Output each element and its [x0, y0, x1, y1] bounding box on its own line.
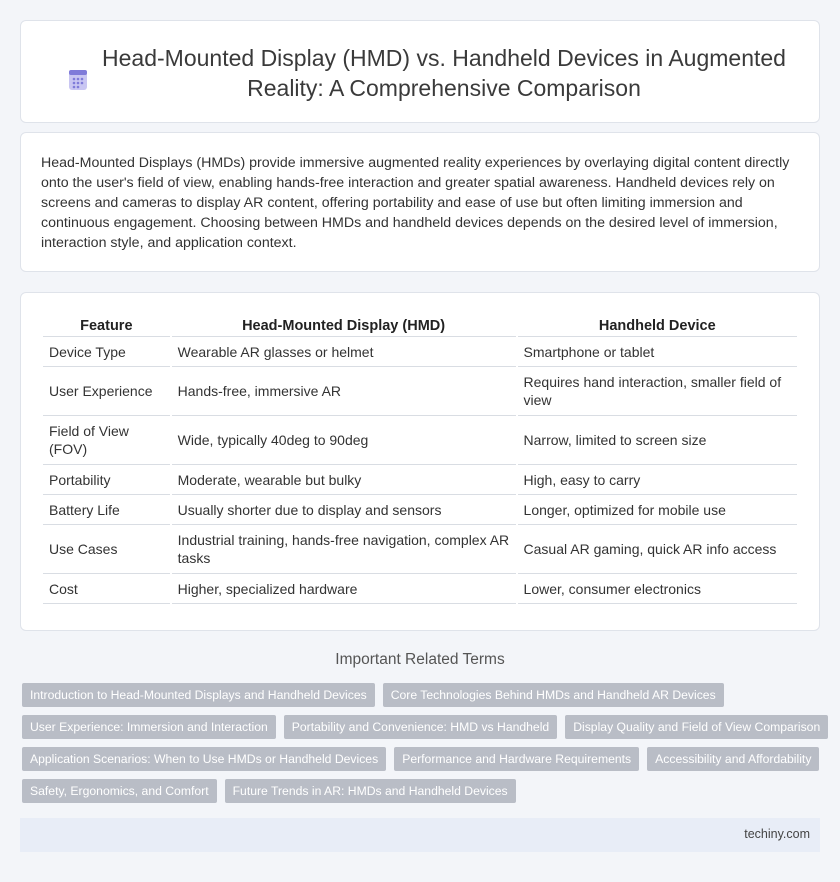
hmd-cell: Higher, specialized hardware [172, 574, 516, 604]
related-term-link[interactable]: Application Scenarios: When to Use HMDs or Handheld Devices [22, 747, 386, 771]
related-term-link[interactable]: Performance and Hardware Requirements [394, 747, 639, 771]
hmd-cell: Wearable AR glasses or helmet [172, 337, 516, 367]
intro-paragraph: Head-Mounted Displays (HMDs) provide immersive augmented reality experiences by overlaying digital content directly onto the user's field of view, enabling hands-free interaction and greater spatial awareness. Handheld devices rely on screens and cameras to display AR content, offering portability and ease of use but often limiting immersion and continuous engagement. Choosing between HMDs and handheld devices depends on the desired level of immersion, interaction style, and application context. [41, 155, 790, 251]
handheld-cell: Smartphone or tablet [518, 337, 797, 367]
column-header-feature: Feature [43, 315, 170, 337]
handheld-cell: Requires hand interaction, smaller field of view [518, 367, 797, 416]
feature-cell: Battery Life [43, 495, 170, 525]
feature-cell: Cost [43, 574, 170, 604]
related-terms-heading: Important Related Terms [335, 651, 505, 668]
table-row [43, 495, 797, 525]
handheld-cell: Longer, optimized for mobile use [518, 495, 797, 525]
related-term-link[interactable]: Safety, Ergonomics, and Comfort [22, 779, 217, 803]
feature-cell: Device Type [43, 337, 170, 367]
handheld-cell: Narrow, limited to screen size [518, 416, 797, 465]
hmd-cell: Moderate, wearable but bulky [172, 465, 516, 495]
intro-card [20, 132, 820, 272]
handheld-cell: Casual AR gaming, quick AR info access [518, 525, 797, 574]
column-header-hmd: Head-Mounted Display (HMD) [172, 315, 516, 337]
related-term-link[interactable]: User Experience: Immersion and Interaction [22, 715, 276, 739]
page-title: Head-Mounted Display (HMD) vs. Handheld Devices in Augmented Reality: A Comprehensive Comparison [102, 45, 786, 101]
hmd-cell: Usually shorter due to display and sensors [172, 495, 516, 525]
hmd-cell: Hands-free, immersive AR [172, 367, 516, 416]
related-term-link[interactable]: Future Trends in AR: HMDs and Handheld Devices [225, 779, 516, 803]
table-row [43, 525, 797, 574]
hmd-cell: Industrial training, hands-free navigation, complex AR tasks [172, 525, 516, 574]
comparison-table-card [20, 292, 820, 631]
handheld-cell: High, easy to carry [518, 465, 797, 495]
related-terms-list [22, 683, 822, 811]
related-term-link[interactable]: Accessibility and Affordability [647, 747, 819, 771]
table-row [43, 465, 797, 495]
feature-cell: Field of View (FOV) [43, 416, 170, 465]
header-card [20, 20, 820, 123]
handheld-cell: Lower, consumer electronics [518, 574, 797, 604]
footer [20, 818, 820, 852]
table-row [43, 337, 797, 367]
feature-cell: Portability [43, 465, 170, 495]
table-row [43, 367, 797, 416]
related-term-link[interactable]: Core Technologies Behind HMDs and Handheld AR Devices [383, 683, 724, 707]
related-term-link[interactable]: Display Quality and Field of View Comparison [565, 715, 828, 739]
feature-cell: User Experience [43, 367, 170, 416]
related-term-link[interactable]: Introduction to Head-Mounted Displays and Handheld Devices [22, 683, 375, 707]
table-row [43, 416, 797, 465]
feature-cell: Use Cases [43, 525, 170, 574]
related-term-link[interactable]: Portability and Convenience: HMD vs Handheld [284, 715, 557, 739]
table-row [43, 574, 797, 604]
hmd-cell: Wide, typically 40deg to 90deg [172, 416, 516, 465]
footer-brand[interactable]: techiny.com [744, 827, 810, 841]
column-header-handheld: Handheld Device [518, 315, 797, 337]
comparison-table [41, 315, 799, 604]
